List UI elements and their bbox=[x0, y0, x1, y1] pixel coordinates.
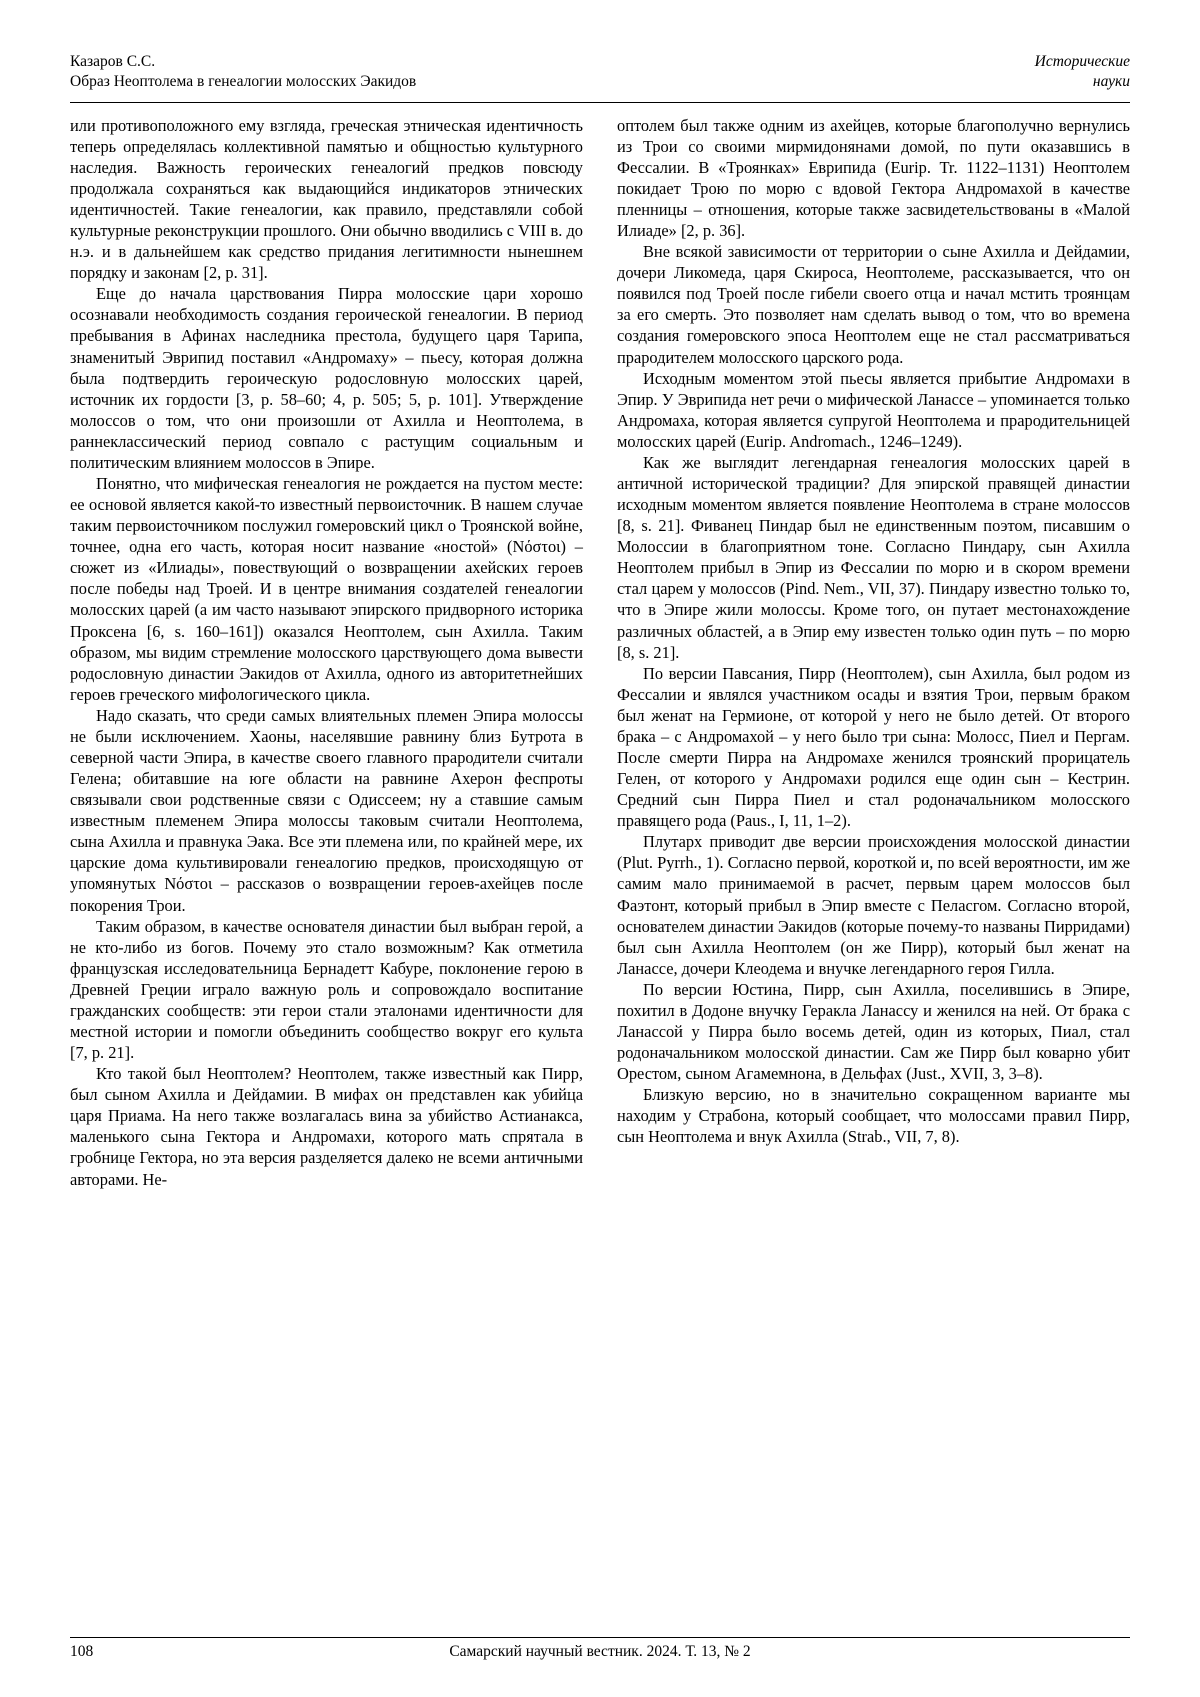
page-header bbox=[70, 52, 1130, 96]
paragraph: Кто такой был Неоптолем? Неоптолем, также известный как Пирр, был сыном Ахилла и Дейдамии. В мифах он представлен как убийца царя Приама. На него также возлагалась вина за убийство Астианакса, маленького сына Гектора и Андромахи, которого мать спрятала в гробнице Гектора, но эта версия разделяется далеко не всеми античными авторами. Не- bbox=[70, 1064, 583, 1189]
paragraph: Таким образом, в качестве основателя династии был выбран герой, а не кто-либо из богов. Почему это стало возможным? Как отметила французская исследовательница Бернадетт Кабуре, поклонение герою в Древней Греции играло важную роль и сопровождало воспитание гражданских сообществ: эти герои стали эталонами идентичности для местной истории и помогли объединить сообщество вокруг его культа [7, р. 21]. bbox=[70, 916, 583, 1063]
journal-citation: Самарский научный вестник. 2024. Т. 13, № 2 bbox=[449, 1643, 751, 1660]
body-columns bbox=[70, 115, 1130, 1583]
column-left bbox=[70, 115, 583, 1583]
page-footer bbox=[70, 1637, 1130, 1661]
footer-journal-wrap bbox=[70, 1643, 1130, 1661]
paragraph: Плутарх приводит две версии происхождения молосской династии (Plut. Pyrrh., 1). Согласно первой, короткой и, по всей вероятности, им же самим мало принимаемой в расчет, первым царем молоссов был Фаэтонт, который прибыл в Эпир вместе с Пеласгом. Согласно второй, основателем династии Эакидов (которые почему-то названы Пирридами) был сын Ахилла Неоптолем (он же Пирр), который был женат на Ланассе, дочери Клеодема и внучке легендарного героя Гилла. bbox=[617, 832, 1130, 978]
footer-row bbox=[70, 1643, 1130, 1661]
footer-divider bbox=[70, 1637, 1130, 1638]
column-right bbox=[617, 115, 1130, 1583]
paragraph: По версии Юстина, Пирр, сын Ахилла, поселившись в Эпире, похитил в Додоне внучку Геракла Ланассу и женился на ней. От брака с Ланассой у Пирра было восемь детей, один из которых, Пиал, стал родоначальником молосской династии. Сам же Пирр был коварно убит Орестом, сыном Агамемнона, в Дельфах (Just., XVII, 3, 3–8). bbox=[617, 979, 1130, 1084]
paragraph: Надо сказать, что среди самых влиятельных племен Эпира молоссы не были исключением. Хаоны, населявшие равнину близ Бутрота в северной части Эпира, в качестве своего главного прародители считали Гелена; обитавшие на юге области на равнине Ахерон феспроты связывали свои родственные связи с Одиссеем; ну а ставшие самым известным племенем Эпира молоссы таковым считали Неоптолема, сына Ахилла и правнука Эака. Все эти племена или, по крайней мере, их царские дома культивировали генеалогию предков, происходящую от упомянутых Νόστοι – рассказов о возвращении героев-ахейцев после покорения Трои. bbox=[70, 705, 583, 915]
paragraph: По версии Павсания, Пирр (Неоптолем), сын Ахилла, был родом из Фессалии и являлся участником осады и взятия Трои, первым браком был женат на Гермионе, от которой у него не было детей. От второго брака – с Андромахой – у него было три сына: Молосс, Пиел и Пергам. После смерти Пирра на Андромахе женился троянский прорицатель Гелен, от которого у Андромахи родился еще один сын – Кестрин. Средний сын Пирра Пиел и стал родоначальником молосского правящего рода (Paus., I, 11, 1–2). bbox=[617, 663, 1130, 831]
paragraph: оптолем был также одним из ахейцев, которые благополучно вернулись из Трои со своими мирмидонянами домой, по пути оказавшись в Фессалии. В «Троянках» Еврипида (Eurip. Tr. 1122–1131) Неоптолем покидает Трою по морю с вдовой Гектора Андромахой в качестве пленницы – отношения, которые также засвидетельствованы в «Малой Илиаде» [2, р. 36]. bbox=[617, 115, 1130, 241]
header-left-block bbox=[70, 52, 416, 92]
paragraph: или противоположного ему взгляда, греческая этническая идентичность теперь определялась коллективной памятью и общностью культурного наследия. Важность героических генеалогий предков повсюду продолжала сохраняться как выдающийся индикаторов этнических идентичностей. Такие генеалогии, как правило, представляли собой культурные реконструкции прошлого. Они обычно вводились с VIII в. до н.э. и в дальнейшем как средство придания легитимности нынешнем порядку и законам [2, р. 31]. bbox=[70, 115, 583, 283]
header-divider bbox=[70, 102, 1130, 103]
paragraph: Близкую версию, но в значительно сокращенном варианте мы находим у Страбона, который сообщает, что молоссами правил Пирр, сын Неоптолема и внук Ахилла (Strab., VII, 7, 8). bbox=[617, 1085, 1130, 1147]
paragraph: Понятно, что мифическая генеалогия не рождается на пустом месте: ее основой является какой-то известный первоисточник. В нашем случае таким первоисточником послужил гомеровский цикл о Троянской войне, точнее, одна его часть, которая носит название «ностой» (Νόστοι) – сюжет из «Илиады», повествующий о возвращении ахейских героев после победы над Троей. И в центре внимания создателей генеалогии молосских царей (а им часто называют эпирского придворного историка Проксена [6, s. 160–161]) оказался Неоптолем, сын Ахилла. Таким образом, мы видим стремление молосского царствующего дома вывести родословную династии Эакидов от Ахилла, одного из авторитетнейших героев греческого мифологического цикла. bbox=[70, 473, 583, 704]
paragraph: Исходным моментом этой пьесы является прибытие Андромахи в Эпир. У Эврипида нет речи о мифической Ланассе – упоминается только Андромаха, которая является супругой Неоптолема и прародительницей молосских царей (Eurip. Andromach., 1246–1249). bbox=[617, 368, 1130, 451]
header-section: Исторические науки bbox=[1034, 53, 1130, 90]
header-article-title: Образ Неоптолема в генеалогии молосских Эакидов bbox=[70, 72, 417, 90]
paragraph: Еще до начала царствования Пирра молосские цари хорошо осознавали необходимость создания героической генеалогии. В период пребывания в Афинах наследника престола, будущего царя Тарипа, знаменитый Эврипид поставил «Андромаху» – пьесу, которая должна была подтвердить героическую родословную молосских царей, источник их гордости [3, р. 58–60; 4, р. 505; 5, р. 101]. Утверждение молоссов о том, что они произошли от Ахилла и Неоптолема, в раннеклассический период совпало с растущим социальным и политическим влиянием молоссов в Эпире. bbox=[70, 284, 583, 472]
paragraph: Вне всякой зависимости от территории о сыне Ахилла и Дейдамии, дочери Ликомеда, царя Скироса, Неоптолеме, рассказывается, что он появился под Троей после гибели своего отца и начал мстить троянцам за его смерть. Это позволяет нам сделать вывод о том, что во времена создания гомеровского эпоса Неоптолем еще не стал рассматриваться прародителем молосского царского рода. bbox=[617, 242, 1130, 367]
paragraph: Как же выглядит легендарная генеалогия молосских царей в античной исторической традиции? Для эпирской правящей династии исходным моментом является появление Неоптолема в стране молоссов [8, s. 21]. Фиванец Пиндар был не единственным поэтом, писавшим о Молоссии в благоприятном тоне. Согласно Пиндару, сын Ахилла Неоптолем прибыл в Эпир из Фессалии по морю и в скором времени стал царем у молоссов (Pind. Nem., VII, 37). Пиндару известно только то, что в Эпире жили молоссы. Кроме того, он путает местонахождение различных областей, а в Эпир ему известен только один путь – по морю [8, s. 21]. bbox=[617, 452, 1130, 662]
page-number: 108 bbox=[70, 1643, 94, 1660]
header-author: Казаров С.С. bbox=[70, 53, 156, 70]
